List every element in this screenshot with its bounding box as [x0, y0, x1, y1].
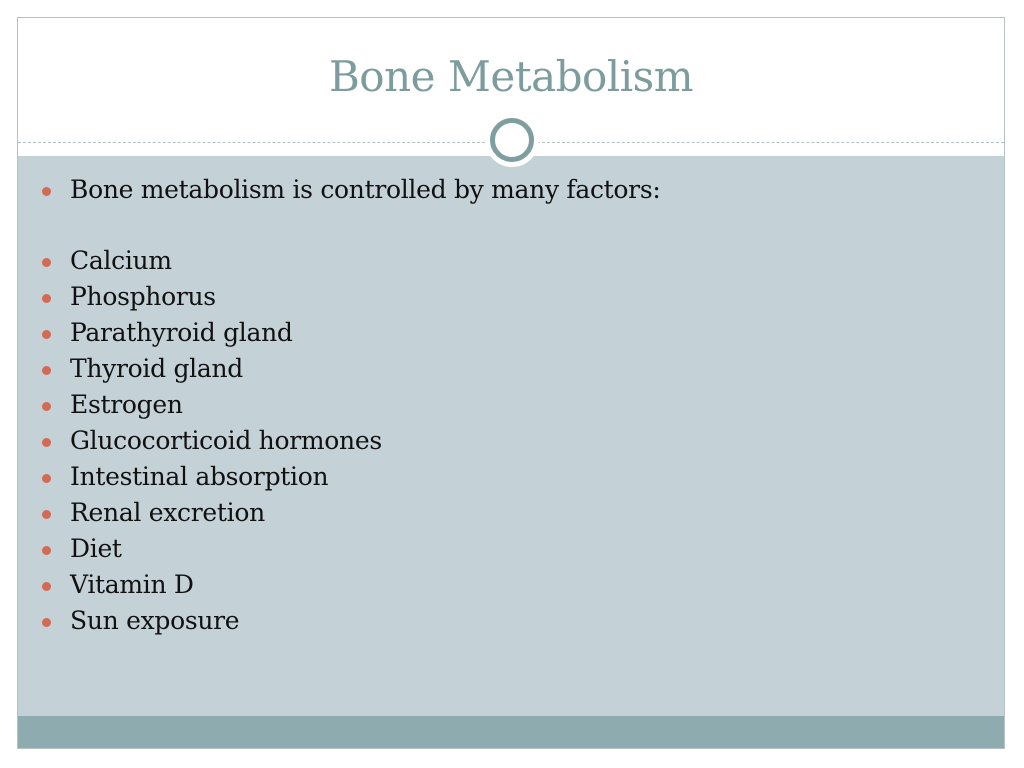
- bullet-dot-icon: [42, 474, 51, 483]
- slide-title: Bone Metabolism: [328, 52, 694, 101]
- bullet-item: [18, 459, 1004, 495]
- bullet-item: [18, 243, 1004, 279]
- bullet-item: [18, 531, 1004, 567]
- bullet-text: Glucocorticoid hormones: [70, 426, 382, 455]
- bullet-list: [18, 172, 1004, 639]
- bullet-dot-icon: [42, 438, 51, 447]
- bullet-dot-icon: [42, 402, 51, 411]
- slide-frame: [17, 17, 1005, 749]
- bullet-item: [18, 351, 1004, 387]
- bullet-text: Estrogen: [70, 390, 183, 419]
- bullet-text: Bone metabolism is controlled by many factors:: [70, 175, 661, 204]
- bullet-dot-icon: [42, 618, 51, 627]
- circle-ring: [490, 118, 534, 162]
- bullet-text: Intestinal absorption: [70, 462, 329, 491]
- bullet-item: [18, 423, 1004, 459]
- circle-ornament-icon: [485, 113, 539, 167]
- bullet-text: Phosphorus: [70, 282, 216, 311]
- bullet-dot-icon: [42, 187, 51, 196]
- footer-band: [18, 716, 1004, 749]
- bullet-item: [18, 387, 1004, 423]
- bullet-dot-icon: [42, 582, 51, 591]
- bullet-dot-icon: [42, 510, 51, 519]
- bullet-item: [18, 279, 1004, 315]
- bullet-dot-icon: [42, 546, 51, 555]
- bullet-text: Parathyroid gland: [70, 318, 293, 347]
- bullet-text: Vitamin D: [70, 570, 194, 599]
- bullet-text: Sun exposure: [70, 606, 240, 635]
- bullet-dot-icon: [42, 330, 51, 339]
- bullet-item: [18, 495, 1004, 531]
- bullet-text: Renal excretion: [70, 498, 265, 527]
- bullet-item: [18, 567, 1004, 603]
- bullet-item-intro: [18, 172, 1004, 208]
- bullet-text: Diet: [70, 534, 122, 563]
- bullet-item: [18, 315, 1004, 351]
- bullet-dot-icon: [42, 366, 51, 375]
- bullet-dot-icon: [42, 294, 51, 303]
- bullet-text: Thyroid gland: [70, 354, 243, 383]
- bullet-text: Calcium: [70, 246, 172, 275]
- bullet-dot-icon: [42, 258, 51, 267]
- bullet-item: [18, 603, 1004, 639]
